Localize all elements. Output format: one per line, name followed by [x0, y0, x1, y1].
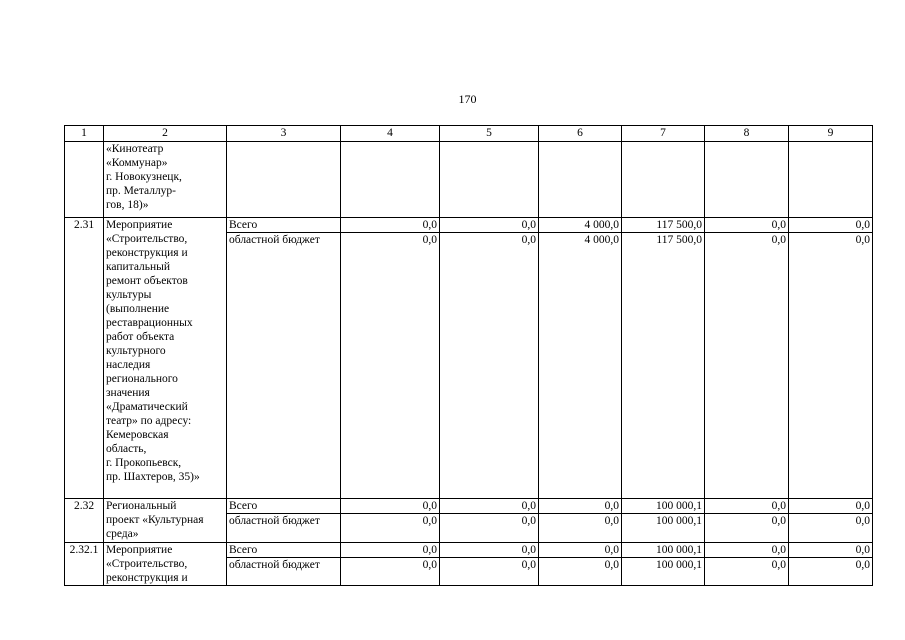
value-cell: 100 000,1 — [622, 514, 705, 543]
column-header: 3 — [227, 126, 341, 142]
table-row — [65, 499, 873, 514]
funding-source: Всего — [227, 543, 341, 558]
value-cell — [789, 142, 873, 218]
row-title-line: работ объекта — [106, 331, 175, 343]
row-title-line: «Строительство, — [106, 233, 188, 245]
value-cell: 0,0 — [789, 218, 873, 233]
row-title-line: пр. Шахтеров, 35)» — [106, 471, 200, 483]
value-cell: 4 000,0 — [539, 233, 622, 499]
table-row — [65, 543, 873, 558]
funding-source: областной бюджет — [227, 514, 341, 543]
row-title-line: «Драматический — [106, 401, 188, 413]
value-cell: 0,0 — [341, 499, 440, 514]
column-header: 7 — [622, 126, 705, 142]
row-title-line: пр. Металлур- — [106, 185, 177, 197]
value-cell: 0,0 — [539, 499, 622, 514]
column-header: 1 — [65, 126, 104, 142]
row-title-line: капитальный — [106, 261, 171, 273]
table-row — [65, 142, 873, 218]
value-cell: 0,0 — [539, 543, 622, 558]
value-cell: 0,0 — [440, 514, 539, 543]
value-cell: 0,0 — [440, 233, 539, 499]
value-cell: 0,0 — [789, 558, 873, 586]
row-title-line: среда» — [106, 528, 139, 540]
row-title-line: ремонт объектов — [106, 275, 188, 287]
value-cell — [341, 142, 440, 218]
value-cell — [440, 142, 539, 218]
funding-source: областной бюджет — [227, 233, 341, 499]
row-number — [65, 142, 104, 218]
table-row — [65, 218, 873, 233]
value-cell: 0,0 — [440, 558, 539, 586]
row-title-line: культуры — [106, 289, 152, 301]
value-cell — [705, 142, 789, 218]
row-title-line: «Коммунар» — [106, 157, 168, 169]
row-title-line: наследия — [106, 359, 151, 371]
value-cell: 0,0 — [341, 543, 440, 558]
column-header: 8 — [705, 126, 789, 142]
value-cell: 0,0 — [539, 514, 622, 543]
row-title-line: Кемеровская — [106, 429, 169, 441]
row-title — [104, 218, 227, 499]
value-cell: 0,0 — [705, 499, 789, 514]
value-cell: 100 000,1 — [622, 558, 705, 586]
row-title-line: область, — [106, 443, 147, 455]
row-title-line: Мероприятие — [106, 219, 173, 231]
funding-source: областной бюджет — [227, 558, 341, 586]
row-title-line: «Кинотеатр — [106, 143, 164, 155]
value-cell: 0,0 — [705, 233, 789, 499]
value-cell: 0,0 — [705, 543, 789, 558]
value-cell: 0,0 — [539, 558, 622, 586]
row-title-line: реконструкция и — [106, 572, 188, 584]
value-cell: 0,0 — [705, 218, 789, 233]
row-title-line: реконструкция и — [106, 247, 188, 259]
row-title-line: Региональный — [106, 500, 177, 512]
row-title — [104, 142, 227, 218]
value-cell: 0,0 — [789, 233, 873, 499]
column-header: 2 — [104, 126, 227, 142]
row-title-line: «Строительство, — [106, 558, 188, 570]
funding-source — [227, 142, 341, 218]
row-title-line: значения — [106, 387, 150, 399]
row-title-line: г. Прокопьевск, — [106, 457, 182, 469]
row-number: 2.32.1 — [65, 543, 104, 586]
row-title — [104, 499, 227, 543]
row-title-line: проект «Культурная — [106, 514, 204, 526]
column-header: 9 — [789, 126, 873, 142]
row-title-line: гов, 18)» — [106, 199, 149, 211]
value-cell: 0,0 — [440, 543, 539, 558]
funding-source: Всего — [227, 499, 341, 514]
value-cell: 0,0 — [341, 218, 440, 233]
value-cell — [622, 142, 705, 218]
row-title-line: Мероприятие — [106, 544, 173, 556]
row-title-line: (выполнение — [106, 303, 170, 315]
value-cell: 0,0 — [789, 514, 873, 543]
row-title-line: регионального — [106, 373, 178, 385]
row-title-line: театр» по адресу: — [106, 415, 192, 427]
table-header-row — [65, 126, 873, 142]
value-cell: 100 000,1 — [622, 543, 705, 558]
value-cell: 4 000,0 — [539, 218, 622, 233]
value-cell: 0,0 — [440, 218, 539, 233]
value-cell: 117 500,0 — [622, 218, 705, 233]
value-cell: 0,0 — [705, 558, 789, 586]
column-header: 6 — [539, 126, 622, 142]
row-title — [104, 543, 227, 586]
budget-table — [64, 125, 873, 586]
row-number: 2.32 — [65, 499, 104, 543]
row-title-line: культурного — [106, 345, 166, 357]
value-cell: 0,0 — [341, 233, 440, 499]
value-cell: 0,0 — [341, 558, 440, 586]
value-cell: 100 000,1 — [622, 499, 705, 514]
value-cell — [539, 142, 622, 218]
value-cell: 0,0 — [789, 543, 873, 558]
column-header: 5 — [440, 126, 539, 142]
column-header: 4 — [341, 126, 440, 142]
value-cell: 0,0 — [440, 499, 539, 514]
row-title-line: реставрационных — [106, 317, 193, 329]
row-number: 2.31 — [65, 218, 104, 499]
funding-source: Всего — [227, 218, 341, 233]
value-cell: 0,0 — [705, 514, 789, 543]
value-cell: 0,0 — [341, 514, 440, 543]
row-title-line: г. Новокузнецк, — [106, 171, 182, 183]
value-cell: 117 500,0 — [622, 233, 705, 499]
value-cell: 0,0 — [789, 499, 873, 514]
page-number: 170 — [458, 92, 477, 106]
